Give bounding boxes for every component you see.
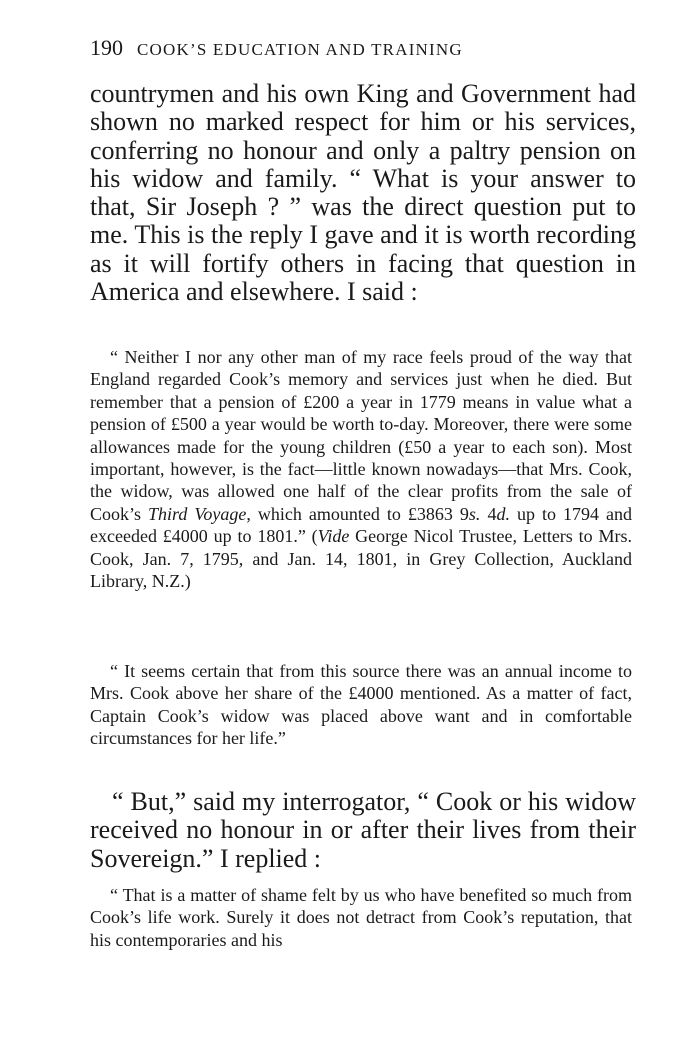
italic-vide: Vide bbox=[317, 526, 350, 547]
quote-text-a: “ Neither I nor any other man of my race feels proud of the way that England regarded Cook’s memory and services just when he died. But remember that a pension of £200 a year in 1779 means in value what a pension of £500 a year would be worth to-day. Moreover, there were some allowances made for the young children (£50 a year to each son). Most important, however, is the fact—little known nowadays—that Mrs. Cook, the widow, was allowed one half of the clear profits from the sale of Cook’s bbox=[90, 347, 632, 524]
quote-text-c: 4 bbox=[480, 503, 497, 524]
quotation-paragraph-2: “ It seems certain that from this source there was an annual income to Mrs. Cook above her share of the £4000 mentioned. As a matter of fact, Captain Cook’s widow was placed above want and in comfortable circumstances for her life.” bbox=[90, 661, 632, 749]
italic-pence: d. bbox=[496, 503, 510, 524]
running-header bbox=[90, 36, 650, 62]
italic-title: Third Voyage bbox=[148, 503, 247, 524]
italic-shillings: s. bbox=[468, 503, 481, 524]
running-title: COOK’S EDUCATION AND TRAINING bbox=[137, 40, 463, 59]
quote-text-e: George Nicol Trustee, Letters to Mrs. Cook, Jan. 7, 1795, and Jan. 14, 1801, in Grey Collection, Auckland Library, N.Z.) bbox=[90, 526, 632, 592]
paragraph-interrogator: “ But,” said my interrogator, “ Cook or his widow received no honour in or after their lives from their Sovereign.” I replied : bbox=[90, 787, 636, 873]
paragraph-continuation: countrymen and his own King and Government had shown no marked respect for him or his services, conferring no honour and only a paltry pension on his widow and family. “ What is your answer to that, Sir Joseph ? ” was the direct question put to me. This is the reply I gave and it is worth recording as it will fortify others in facing that question in America and elsewhere. I said : bbox=[90, 79, 636, 307]
quotation-paragraph-3: “ That is a matter of shame felt by us who have benefited so much from Cook’s life work. Surely it does not detract from Cook’s reputation, that his contemporaries and his bbox=[90, 885, 632, 950]
page-number: 190 bbox=[90, 35, 123, 60]
quote-text-b: , which amounted to £3863 9 bbox=[246, 503, 469, 524]
quotation-paragraph-1 bbox=[90, 346, 632, 592]
quote-text-d: up to 1794 and exceeded £4000 up to 1801.” ( bbox=[90, 503, 632, 547]
